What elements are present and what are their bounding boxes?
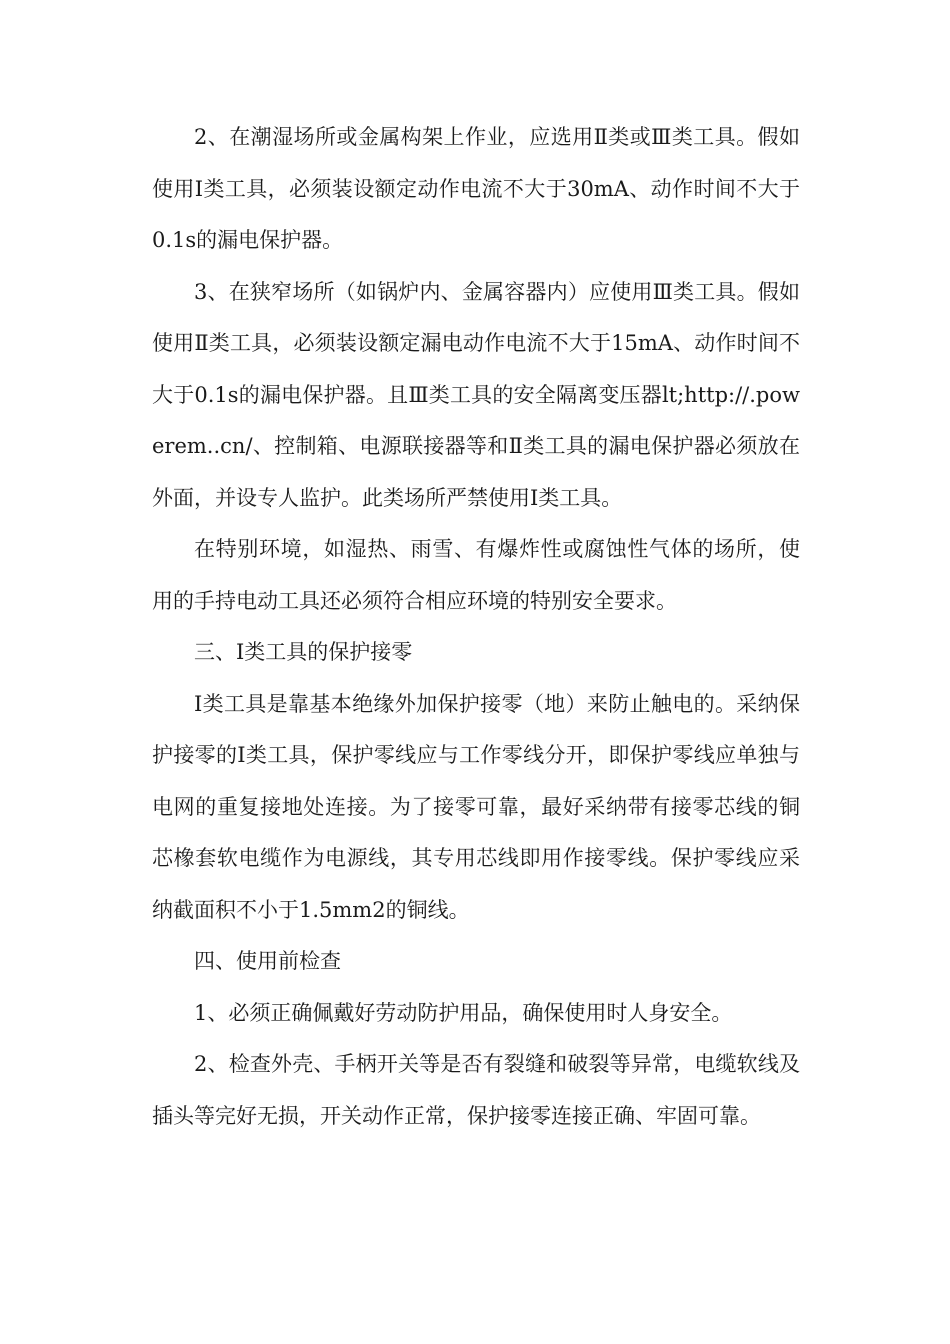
section-heading-pre-use-check: 四、使用前检查 [194,949,341,973]
paragraph-item-2-wet-locations: 2、在潮湿场所或金属构架上作业，应选用Ⅱ类或Ⅲ类工具。假如使用Ⅰ类工具，必须装设额定动作电流不大于30mA、动作时间不大于0.1s的漏电保护器。 [152,125,800,252]
paragraph-special-environments: 在特别环境，如湿热、雨雪、有爆炸性或腐蚀性气体的场所，使用的手持电动工具还必须符合相应环境的特别安全要求。 [152,537,800,613]
paragraph-check-item-2: 2、检查外壳、手柄开关等是否有裂缝和破裂等异常，电缆软线及插头等完好无损，开关动作正常，保护接零连接正确、牢固可靠。 [152,1052,800,1128]
document-body [152,112,800,1142]
paragraph-check-item-1: 1、必须正确佩戴好劳动防护用品，确保使用时人身安全。 [194,1000,733,1025]
paragraph-protective-zeroing: Ⅰ类工具是靠基本绝缘外加保护接零（地）来防止触电的。采纳保护接零的Ⅰ类工具，保护零线应与工作零线分开，即保护零线应单独与电网的重复接地处连接。为了接零可靠，最好采纳带有接零芯线的铜芯橡套软电缆作为电源线，其专用芯线即用作接零线。保护零线应采纳截面积不小于1.5mm2的铜线。 [152,691,800,922]
section-heading-protective-zeroing: 三、Ⅰ类工具的保护接零 [194,640,413,664]
paragraph-item-3-narrow-locations: 3、在狭窄场所（如锅炉内、金属容器内）应使用Ⅲ类工具。假如使用Ⅱ类工具，必须装设额定漏电动作电流不大于15mA、动作时间不大于0.1s的漏电保护器。且Ⅲ类工具的安全隔离变压器lt;http://.powerem..cn/、控制箱、电源联接器等和Ⅱ类工具的漏电保护器必须放在外面，并设专人监护。此类场所严禁使用Ⅰ类工具。 [152,279,800,510]
